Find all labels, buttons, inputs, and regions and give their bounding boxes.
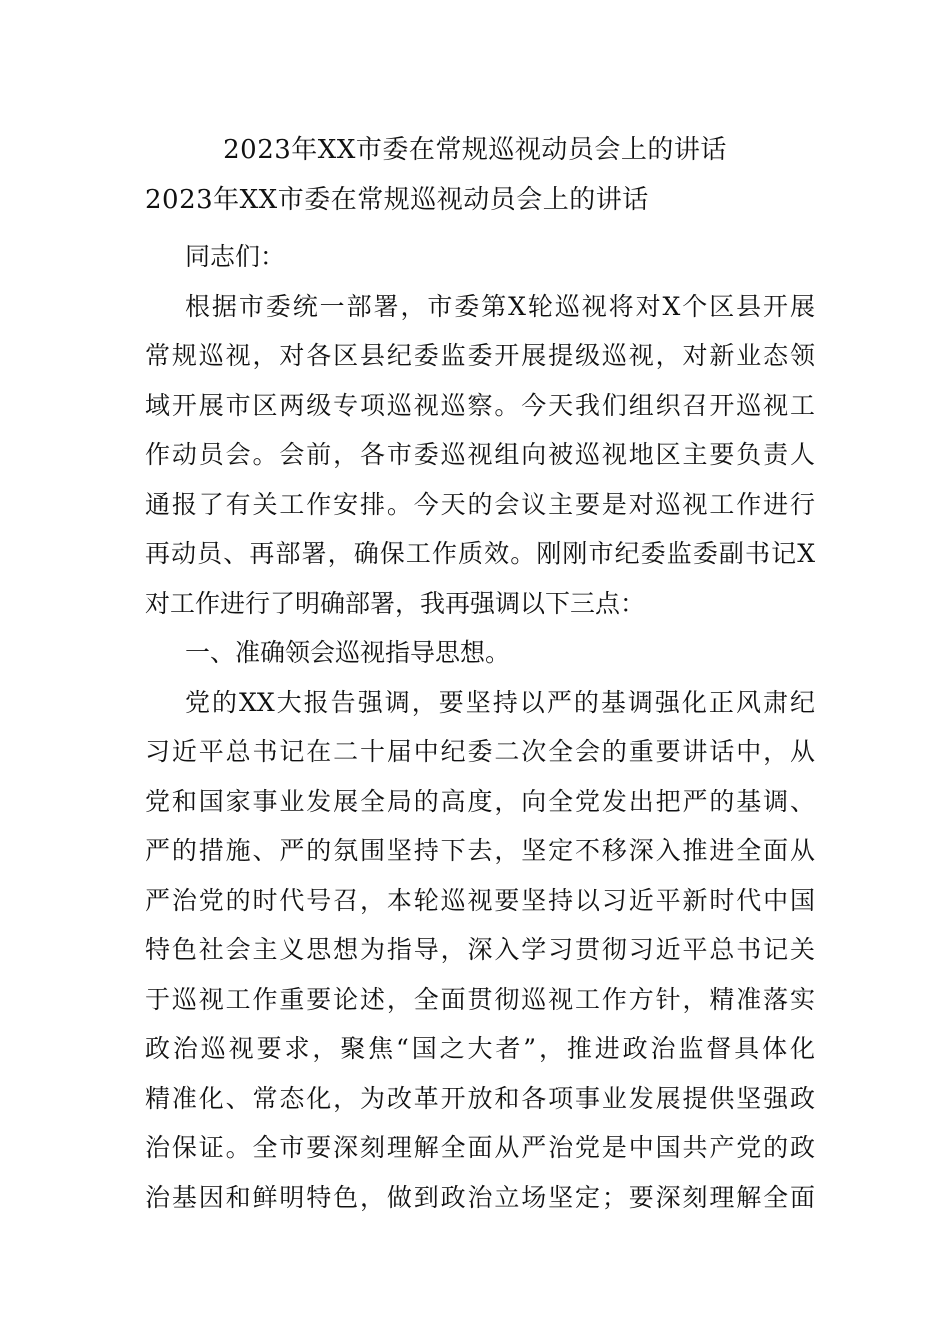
body-line: 党的XX大报告强调，要坚持以严的基调强化正风肃纪 bbox=[185, 687, 815, 717]
body-line: 习近平总书记在二十届中纪委二次全会的重要讲话中，从 bbox=[145, 737, 815, 766]
body-line: 常规巡视，对各区县纪委监委开展提级巡视，对新业态领 bbox=[145, 341, 815, 370]
body-line: 党和国家事业发展全局的高度，向全党发出把严的基调、 bbox=[145, 786, 815, 816]
body-line: 精准化、常态化，为改革开放和各项事业发展提供坚强政 bbox=[145, 1083, 815, 1113]
body-line: 域开展市区两级专项巡视巡察。今天我们组织召开巡视工 bbox=[145, 390, 815, 420]
body-line: 严治党的时代号召，本轮巡视要坚持以习近平新时代中国 bbox=[145, 885, 815, 915]
body-line: 再动员、再部署，确保工作质效。刚刚市纪委监委副书记X bbox=[145, 539, 815, 568]
document-title-centered: 2023年XX市委在常规巡视动员会上的讲话 bbox=[223, 135, 727, 165]
body-line: 治基因和鲜明特色，做到政治立场坚定；要深刻理解全面 bbox=[145, 1182, 815, 1212]
body-line: 同志们： bbox=[185, 242, 286, 271]
body-line: 于巡视工作重要论述，全面贯彻巡视工作方针，精准落实 bbox=[145, 984, 815, 1014]
body-line: 治保证。全市要深刻理解全面从严治党是中国共产党的政 bbox=[145, 1133, 815, 1162]
body-line: 严的措施、严的氛围坚持下去，坚定不移深入推进全面从 bbox=[145, 836, 815, 865]
document-title-repeated: 2023年XX市委在常规巡视动员会上的讲话 bbox=[145, 185, 649, 215]
body-line: 一、准确领会巡视指导思想。 bbox=[185, 638, 511, 667]
body-line: 作动员会。会前，各市委巡视组向被巡视地区主要负责人 bbox=[145, 440, 815, 469]
body-line: 政治巡视要求，聚焦“国之大者”，推进政治监督具体化 bbox=[145, 1034, 815, 1063]
body-line: 通报了有关工作安排。今天的会议主要是对巡视工作进行 bbox=[145, 489, 815, 519]
document-body bbox=[145, 232, 815, 1222]
body-line: 对工作进行了明确部署，我再强调以下三点： bbox=[145, 588, 646, 618]
body-line: 特色社会主义思想为指导，深入学习贯彻习近平总书记关 bbox=[145, 935, 815, 964]
body-line: 根据市委统一部署，市委第X轮巡视将对X个区县开展 bbox=[185, 291, 815, 321]
